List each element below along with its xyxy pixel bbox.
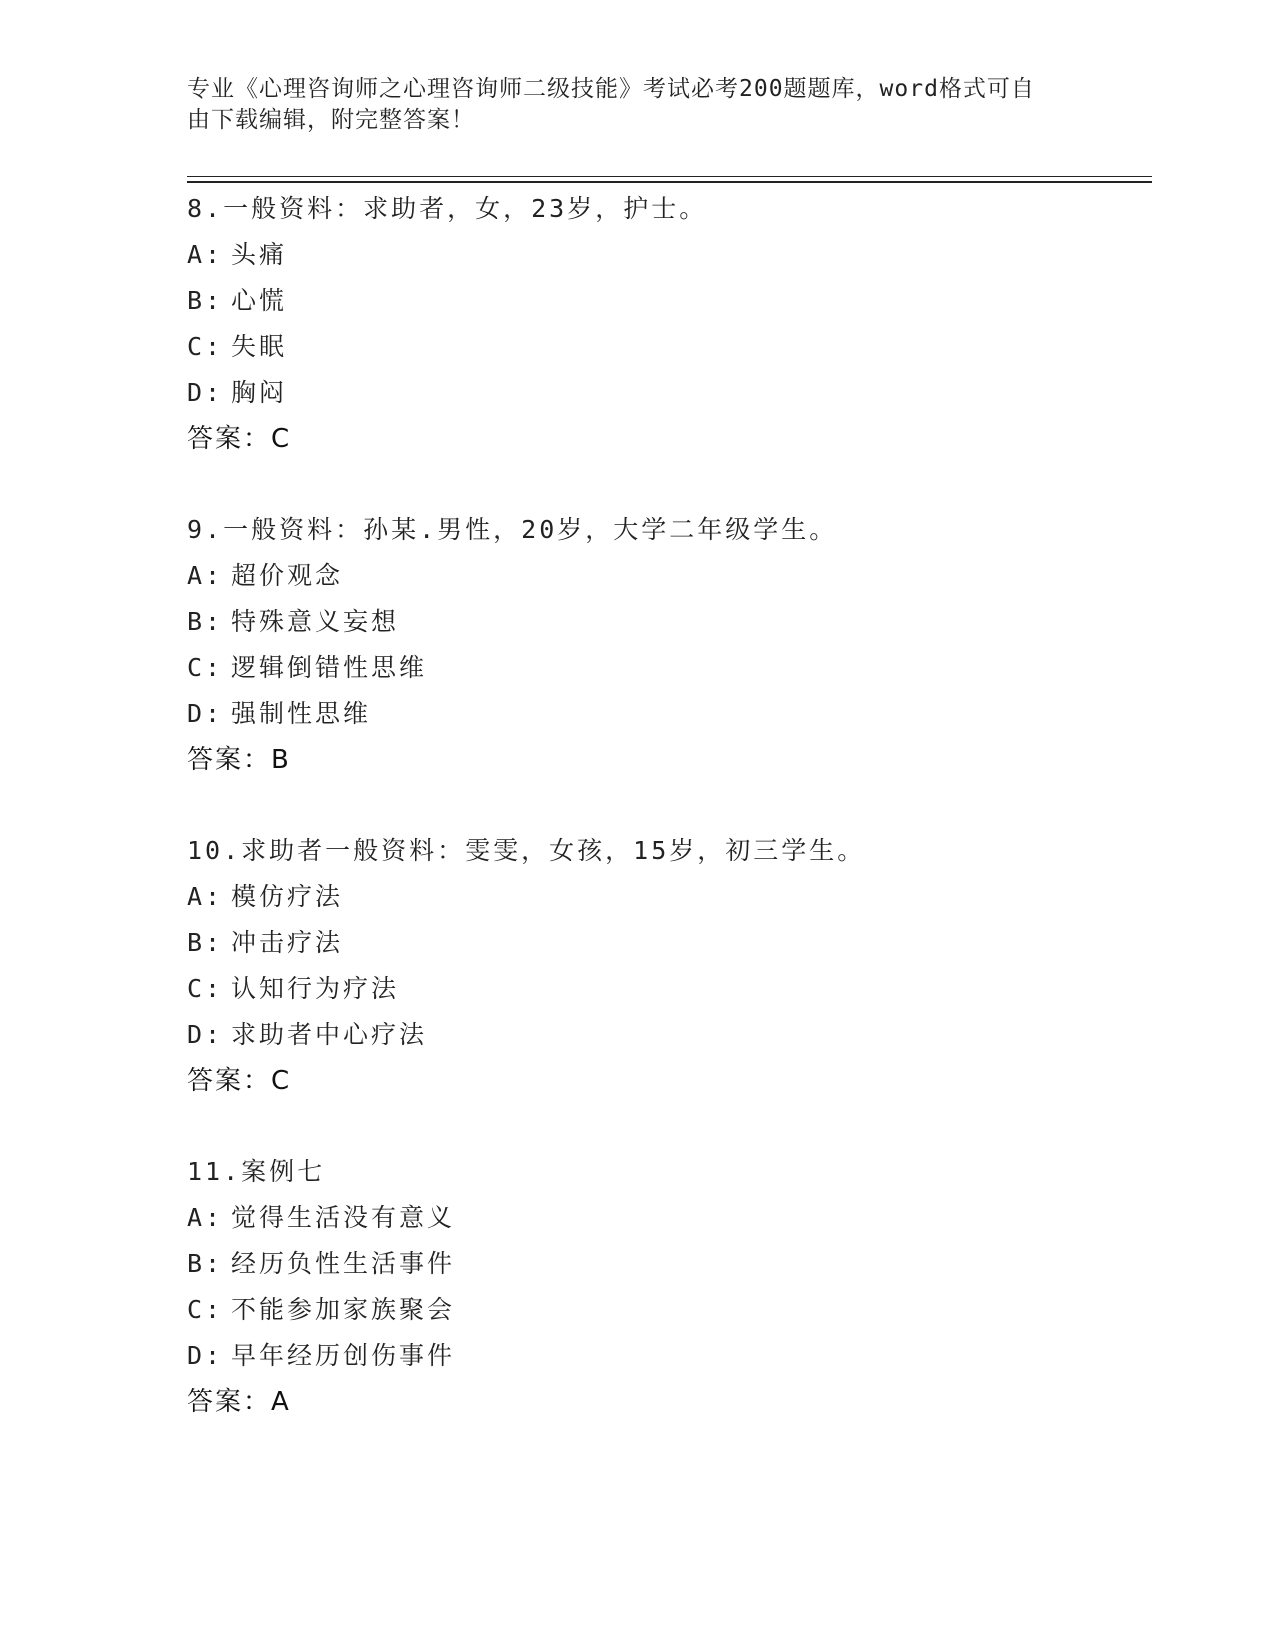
question-block [187, 186, 1147, 462]
option-c [187, 1287, 1147, 1333]
answer-line [187, 1058, 1147, 1104]
option-key: C: [187, 974, 224, 1003]
document-header [187, 74, 1067, 136]
answer-label: 答案： [187, 1066, 272, 1096]
question-block [187, 828, 1147, 1104]
option-a [187, 1195, 1147, 1241]
answer-label: 答案： [187, 1387, 272, 1417]
option-text: 特殊意义妄想 [231, 607, 400, 636]
option-c [187, 966, 1147, 1012]
option-a [187, 553, 1147, 599]
option-key: A: [187, 240, 224, 269]
option-text: 不能参加家族聚会 [231, 1295, 456, 1324]
option-text: 逻辑倒错性思维 [231, 653, 428, 682]
option-c [187, 645, 1147, 691]
answer-value: B [271, 745, 289, 775]
option-text: 冲击疗法 [231, 928, 344, 957]
option-a [187, 874, 1147, 920]
option-b [187, 920, 1147, 966]
answer-value: C [271, 424, 290, 454]
option-text: 强制性思维 [231, 699, 372, 728]
option-b [187, 599, 1147, 645]
option-d [187, 1012, 1147, 1058]
answer-label: 答案： [187, 424, 272, 454]
question-stem: 9.一般资料：孙某.男性，20岁，大学二年级学生。 [187, 515, 838, 544]
option-text: 求助者中心疗法 [231, 1020, 428, 1049]
option-key: A: [187, 561, 224, 590]
option-key: B: [187, 607, 224, 636]
question-stem: 11.案例七 [187, 1157, 326, 1186]
header-divider-thick [187, 181, 1152, 183]
option-d [187, 1333, 1147, 1379]
option-key: C: [187, 1295, 224, 1324]
option-key: C: [187, 332, 224, 361]
option-d [187, 691, 1147, 737]
question-stem: 8.一般资料：求助者，女，23岁，护士。 [187, 194, 708, 223]
option-text: 认知行为疗法 [231, 974, 400, 1003]
option-text: 觉得生活没有意义 [231, 1203, 456, 1232]
option-key: D: [187, 699, 224, 728]
option-a [187, 232, 1147, 278]
option-key: B: [187, 928, 224, 957]
question-block [187, 507, 1147, 783]
question-block [187, 1149, 1147, 1425]
answer-line [187, 737, 1147, 783]
option-key: D: [187, 1020, 224, 1049]
option-key: D: [187, 378, 224, 407]
option-key: A: [187, 1203, 224, 1232]
option-c [187, 324, 1147, 370]
header-line-1: 专业《心理咨询师之心理咨询师二级技能》考试必考200题题库，word格式可自 [187, 76, 1035, 102]
option-b [187, 1241, 1147, 1287]
option-text: 失眠 [231, 332, 288, 361]
answer-value: A [271, 1387, 289, 1417]
option-d [187, 370, 1147, 416]
option-text: 模仿疗法 [231, 882, 344, 911]
option-key: D: [187, 1341, 224, 1370]
option-key: C: [187, 653, 224, 682]
option-text: 胸闷 [231, 378, 288, 407]
option-key: B: [187, 286, 224, 315]
header-divider-thin [187, 176, 1152, 177]
option-text: 早年经历创伤事件 [231, 1341, 456, 1370]
header-line-2: 由下载编辑，附完整答案！ [187, 107, 475, 133]
answer-line [187, 416, 1147, 462]
option-text: 超价观念 [231, 561, 344, 590]
option-text: 心慌 [231, 286, 288, 315]
option-key: B: [187, 1249, 224, 1278]
option-b [187, 278, 1147, 324]
answer-value: C [271, 1066, 290, 1096]
question-stem: 10.求助者一般资料：雯雯，女孩，15岁，初三学生。 [187, 836, 866, 865]
option-text: 经历负性生活事件 [231, 1249, 456, 1278]
answer-label: 答案： [187, 745, 272, 775]
option-text: 头痛 [231, 240, 288, 269]
option-key: A: [187, 882, 224, 911]
answer-line [187, 1379, 1147, 1425]
